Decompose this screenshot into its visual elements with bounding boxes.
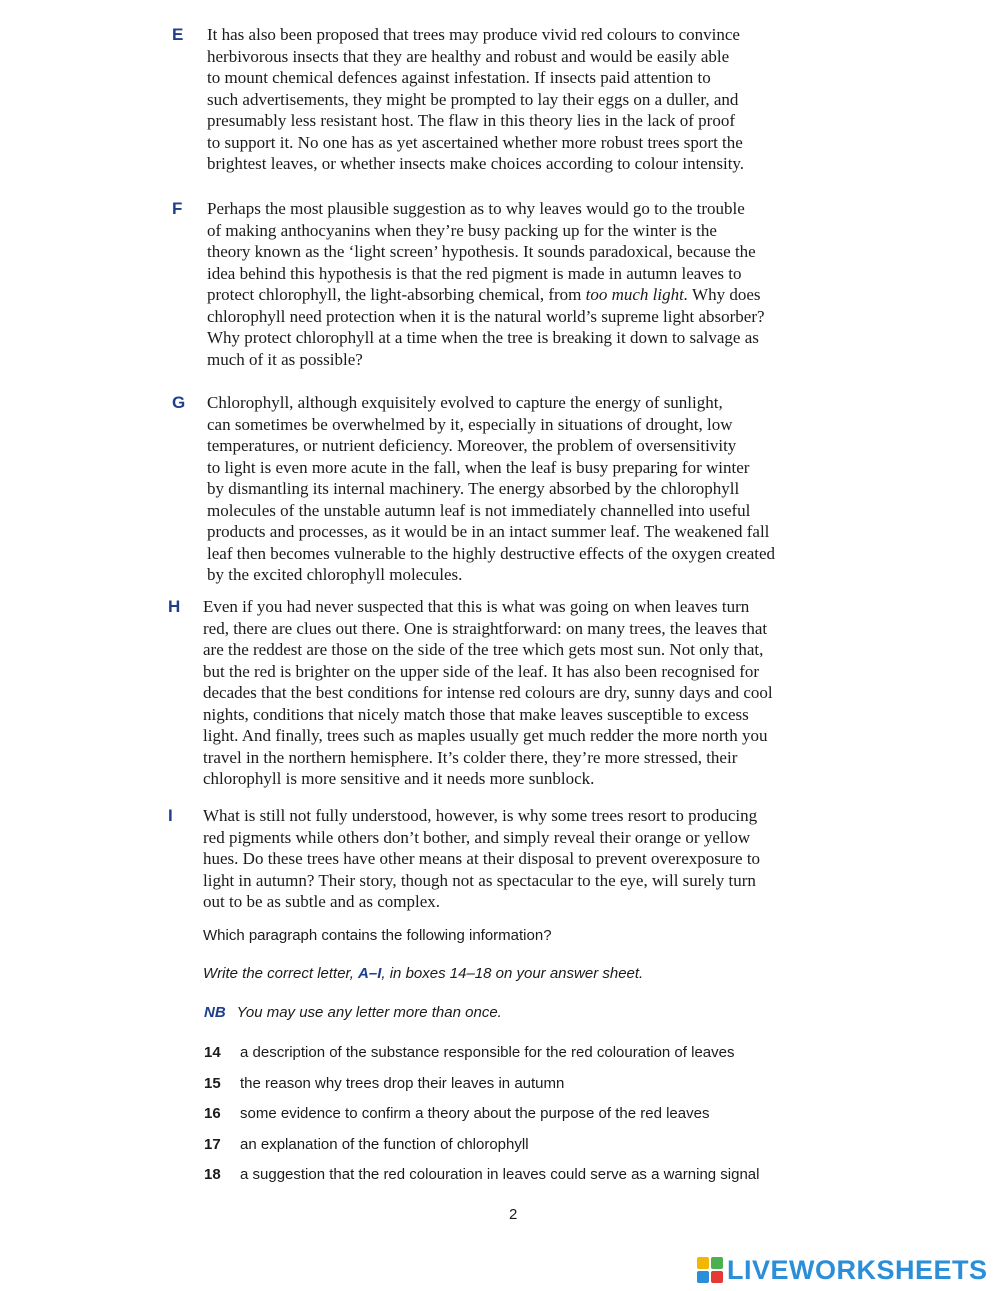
paragraph-line: red, there are clues out there. One is straightforward: on many trees, the leaves that [203,618,768,638]
question-text: a suggestion that the red colouration in leaves could serve as a warning signal [240,1166,760,1183]
paragraph-line: It has also been proposed that trees may produce vivid red colours to convince [207,25,740,44]
question-item [0,1075,1000,1095]
paragraph-letter: I [168,806,173,825]
question-number: 15 [204,1075,221,1092]
paragraph-line: leaf then becomes vulnerable to the highly destructive effects of the oxygen created [207,543,776,563]
question-prompt: Which paragraph contains the following information? [203,927,552,944]
paragraph-line: but the red is brighter on the upper side of the leaf. It has also been recognised for [203,661,760,681]
paragraph-line: Why protect chlorophyll at a time when the tree is breaking it down to salvage as [207,328,759,347]
paragraph-line: products and processes, as it would be in an intact summer leaf. The weakened fall [207,522,770,541]
paragraph-line: theory known as the ‘light screen’ hypothesis. It sounds paradoxical, because the [207,242,756,261]
paragraph-line: by the excited chlorophyll molecules. [207,565,463,584]
paragraph-line: herbivorous insects that they are healthy and robust and would be easily able [207,46,730,66]
paragraph-line: out to be as subtle and as complex. [203,892,441,911]
paragraph-line: idea behind this hypothesis is that the red pigment is made in autumn leaves to [207,263,742,283]
paragraph-line: can sometimes be overwhelmed by it, especially in situations of drought, low [207,414,733,434]
paragraph-line: such advertisements, they might be prompted to lay their eggs on a duller, and [207,89,739,109]
paragraph-line: much of it as possible? [207,349,363,369]
question-text: the reason why trees drop their leaves in autumn [240,1075,565,1092]
question-item [0,1166,1000,1186]
question-item [0,1136,1000,1156]
paragraph-line: brightest leaves, or whether insects make choices according to colour intensity. [207,154,745,173]
question-text: some evidence to confirm a theory about the purpose of the red leaves [240,1105,710,1122]
paragraph-line: to light is even more acute in the fall, when the leaf is busy preparing for winter [207,457,750,477]
paragraph-line: Perhaps the most plausible suggestion as to why leaves would go to the trouble [207,199,745,218]
paragraph-line: of making anthocyanins when they’re busy packing up for the winter is the [207,220,717,240]
paragraph-letter: F [172,199,183,218]
nb-note [204,1004,502,1021]
liveworksheets-logo[interactable] [697,1255,988,1285]
paragraph-line [207,284,761,306]
question-number: 16 [204,1105,221,1122]
paragraph-line: presumably less resistant host. The flaw in this theory lies in the lack of proof [207,111,735,130]
paragraph-line: by dismantling its internal machinery. The energy absorbed by the chlorophyll [207,479,740,498]
paragraph-line: hues. Do these trees have other means at their disposal to prevent overexposure to [203,849,761,868]
paragraph-line: What is still not fully understood, however, is why some trees resort to producing [203,806,758,825]
paragraph-line: temperatures, or nutrient deficiency. Moreover, the problem of oversensitivity [207,436,737,455]
brand-name: LIVEWORKSHEETS [727,1254,988,1285]
paragraph-letter: G [172,393,186,412]
paragraph-line: chlorophyll is more sensitive and it needs more sunblock. [203,769,595,788]
question-item [0,1105,1000,1125]
paragraph-letter: E [172,25,184,44]
question-number: 18 [204,1166,221,1183]
paragraph-line: light in autumn? Their story, though not as spectacular to the eye, will surely turn [203,870,756,890]
paragraph-line: molecules of the unstable autumn leaf is not immediately channelled into useful [207,500,751,520]
paragraph-line: travel in the northern hemisphere. It’s colder there, they’re more stressed, their [203,747,738,767]
nb-label: NB [204,1004,226,1021]
paragraph-line: decades that the best conditions for intense red colours are dry, sunny days and cool [203,683,773,702]
paragraph-line: red pigments while others don’t bother, and simply reveal their orange or yellow [203,827,751,847]
paragraph-line: to mount chemical defences against infestation. If insects paid attention to [207,68,711,87]
nb-text: You may use any letter more than once. [236,1004,502,1021]
letter-range: A–I [358,965,382,982]
line-text: Why does [688,285,761,304]
paragraph-line: nights, conditions that nicely match those that make leaves susceptible to excess [203,704,749,724]
paragraph-line: Chlorophyll, although exquisitely evolved to capture the energy of sunlight, [207,393,723,412]
italic-phrase: too much light. [585,285,689,304]
page-number: 2 [509,1206,518,1223]
paragraph-line: to support it. No one has as yet ascertained whether more robust trees sport the [207,132,743,152]
paragraph-line: Even if you had never suspected that this is what was going on when leaves turn [203,597,750,616]
write-instruction-post: , in boxes 14–18 on your answer sheet. [381,965,644,982]
paragraph-line: chlorophyll need protection when it is the natural world’s supreme light absorber? [207,306,765,326]
paragraph-line: light. And finally, trees such as maples usually get much redder the more north you [203,726,768,745]
write-instruction [203,965,643,982]
question-item [0,1044,1000,1064]
line-text: protect chlorophyll, the light-absorbing chemical, from [207,285,582,304]
question-number: 14 [204,1044,221,1061]
liveworksheets-icon [697,1257,723,1283]
paragraph-letter: H [168,597,181,616]
paragraph-line: are the reddest are those on the side of the tree which gets most sun. Not only that, [203,640,764,659]
question-text: a description of the substance responsible for the red colouration of leaves [240,1044,735,1061]
write-instruction-pre: Write the correct letter, [203,965,359,982]
question-number: 17 [204,1136,221,1153]
question-text: an explanation of the function of chlorophyll [240,1136,529,1153]
